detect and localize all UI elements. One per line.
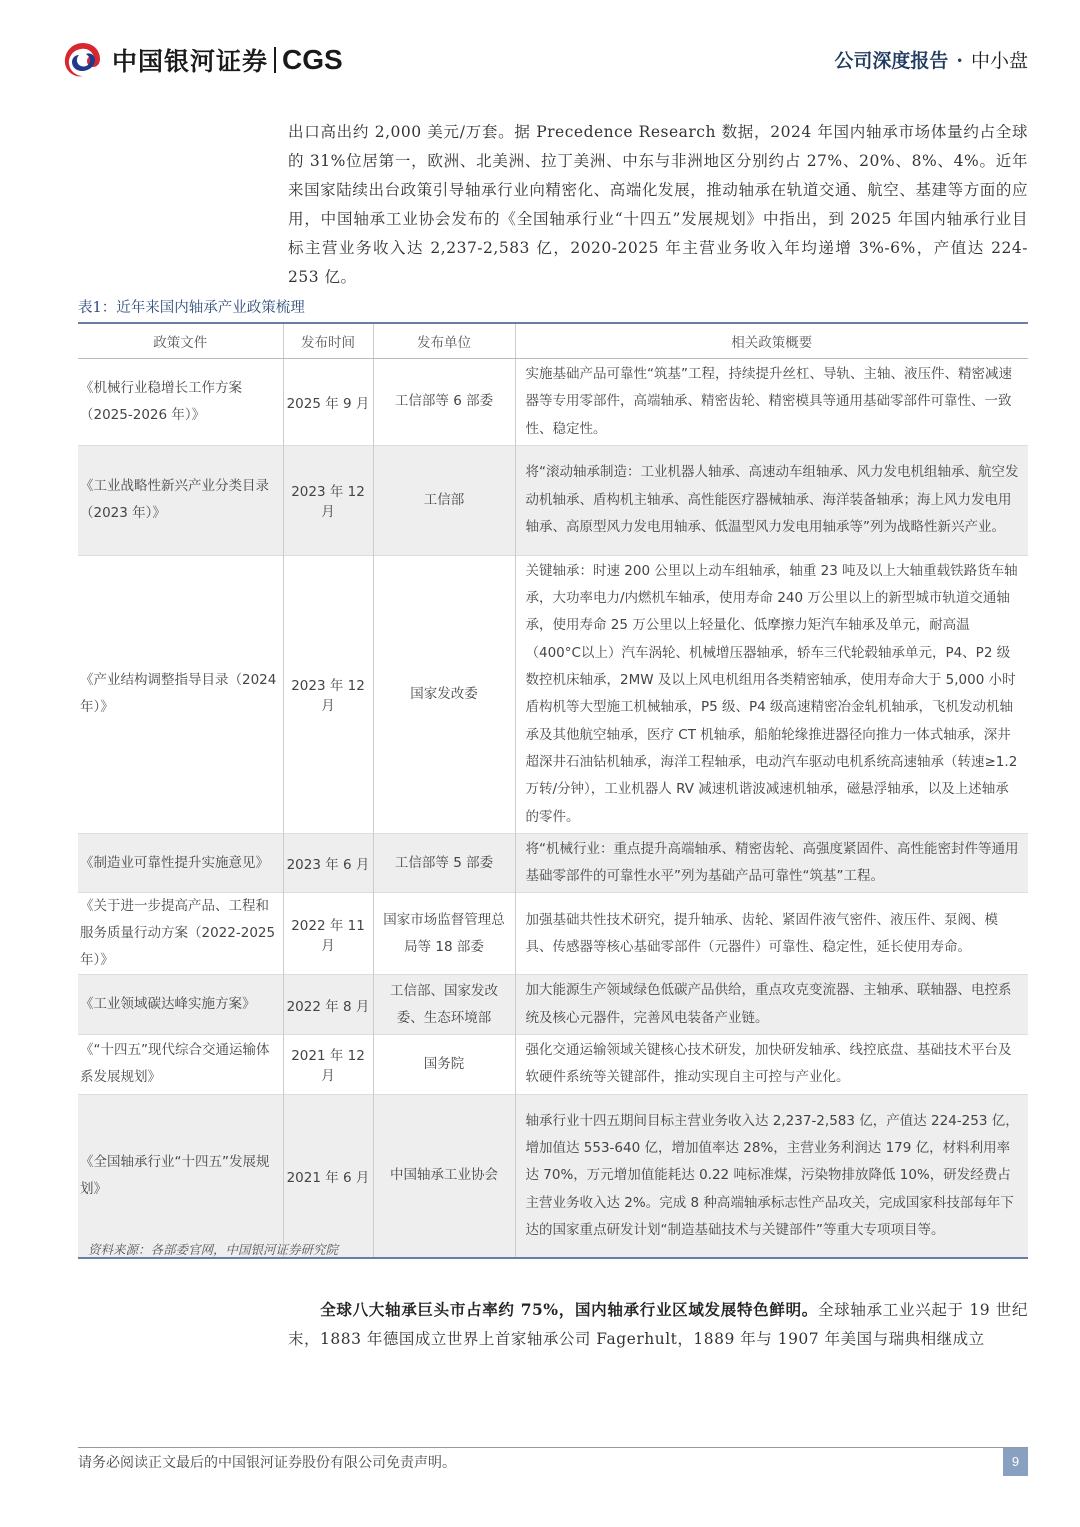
cell-doc: 《“十四五”现代综合交通运输体系发展规划》 [78, 1035, 283, 1095]
cell-summary: 关键轴承：时速 200 公里以上动车组轴承，轴重 23 吨及以上大轴重载铁路货车轴承，大功率电力/内燃机车轴承，使用寿命 240 万公里以上的新型城市轨道交通轴承，使用寿命 25 万公里以上轻量化、低摩擦力矩汽车轴承及单元，耐高温（400°C以上）汽车涡轮、机械增压器轴承，轿车三代轮毂轴承单元，P4、P2 级数控机床轴承，2MW 及以上风电机组用各类精密轴承，使用寿命大于 5,000 小时盾构机等大型施工机械轴承，P5 级、P4 级高速精密冶金轧机轴承，飞机发动机轴承及其他航空轴承，医疗 CT 机轴承，船舶轮缘推进器径向推力一体式轴承，深井超深井石油钻机轴承，海洋工程轴承，电动汽车驱动电机系统高速轴承（转速≥1.2 万转/分钟），工业机器人 RV 减速机谐波减速机轴承，磁悬浮轴承，以及上述轴承的零件。 [525, 562, 1018, 825]
page-number: 9 [1003, 1448, 1028, 1476]
cell-date: 2022 年 8 月 [283, 975, 373, 1035]
cell-doc: 《关于进一步提高产品、工程和服务质量行动方案（2022-2025 年）》 [78, 893, 283, 975]
logo-english-name: CGS [282, 44, 343, 75]
cell-org: 工信部等 5 部委 [373, 833, 515, 893]
table-row [78, 445, 1028, 555]
table-row [78, 359, 1028, 446]
cell-date: 2023 年 6 月 [283, 833, 373, 893]
cell-doc: 《制造业可靠性提升实施意见》 [78, 833, 283, 893]
logo-divider [274, 47, 276, 73]
cell-date: 2023 年 12 月 [283, 555, 373, 833]
cell-doc: 《工业领域碳达峰实施方案》 [78, 975, 283, 1035]
paragraph-text: 全球轴承工业兴起于 19 世纪末，1883 年德国成立世界上首家轴承公司 Fagerhult，1889 年与 1907 年美国与瑞典相继成立 [288, 1301, 1028, 1348]
cell-doc: 《工业战略性新兴产业分类目录（2023 年）》 [78, 445, 283, 555]
company-logo [62, 40, 343, 80]
cell-org: 工信部、国家发改委、生态环境部 [373, 975, 515, 1035]
cell-date: 2023 年 12 月 [283, 445, 373, 555]
report-type [834, 46, 1028, 73]
body-paragraph-2 [288, 1295, 1028, 1354]
report-sub-label: 中小盘 [970, 50, 1028, 72]
footer-divider [78, 1447, 1028, 1448]
report-type-label: 公司深度报告 [834, 50, 949, 72]
cell-doc: 《产业结构调整指导目录（2024 年）》 [78, 555, 283, 833]
cell-summary: 加大能源生产领域绿色低碳产品供给，重点攻克变流器、主轴承、联轴器、电控系统及核心元器件，完善风电装备产业链。 [515, 975, 1028, 1035]
policy-table [78, 322, 1028, 1259]
body-paragraph-1: 出口高出约 2,000 美元/万套。据 Precedence Research 数据，2024 年国内轴承市场体量约占全球的 31%位居第一，欧洲、北美洲、拉丁美洲、中东与非洲地区分别约占 27%、20%、8%、4%。近年来国家陆续出台政策引导轴承行业向精密化、高端化发展，推动轴承在轨道交通、航空、基建等方面的应用，中国轴承工业协会发布的《全国轴承行业“十四五”发展规划》中指出，到 2025 年国内轴承行业目标主营业务收入达 2,237-2,583 亿，2020-2025 年主营业务收入年均递增 3%-6%，产值达 224-253 亿。 [288, 123, 1028, 286]
table-row [78, 1035, 1028, 1095]
footer-disclaimer: 请务必阅读正文最后的中国银河证券股份有限公司免责声明。 [78, 1455, 456, 1471]
cell-summary: 将“滚动轴承制造：工业机器人轴承、高速动车组轴承、风力发电机组轴承、航空发动机轴承、盾构机主轴承、高性能医疗器械轴承、海洋装备轴承；海上风力发电用轴承、高原型风力发电用轴承、低温型风力发电用轴承等”列为战略性新兴产业。 [515, 445, 1028, 555]
table-row [78, 555, 1028, 833]
cell-org: 国务院 [373, 1035, 515, 1095]
header-doc: 政策文件 [78, 323, 283, 359]
separator-dot: · [956, 50, 963, 72]
cell-summary: 轴承行业十四五期间目标主营业务收入达 2,237-2,583 亿，产值达 224-253 亿，增加值达 553-640 亿，增加值率达 28%，主营业务利润达 179 亿，材料利用率达 70%，万元增加值能耗达 0.22 吨标准煤，污染物排放降低 10%，研发经费占主营业务收入达 2%。完成 8 种高端轴承标志性产品攻关，完成国家科技部每年下达的国家重点研发计划“制造基础技术与关键部件”等重大专项项目等。 [515, 1094, 1028, 1258]
cgs-logo-icon [62, 40, 104, 80]
logo-chinese-name: 中国银河证券 [112, 47, 269, 76]
table-row [78, 1094, 1028, 1258]
table-row [78, 893, 1028, 975]
cell-org: 工信部等 6 部委 [373, 359, 515, 446]
cell-org: 国家市场监督管理总局等 18 部委 [373, 893, 515, 975]
cell-org: 国家发改委 [373, 555, 515, 833]
cell-doc: 《全国轴承行业“十四五”发展规划》 [78, 1094, 283, 1258]
cell-date: 2021 年 6 月 [283, 1094, 373, 1258]
page-header [0, 0, 1080, 110]
cell-date: 2022 年 11 月 [283, 893, 373, 975]
paragraph-heading: 全球八大轴承巨头市占率约 75%，国内轴承行业区域发展特色鲜明。 [320, 1300, 818, 1319]
header-org: 发布单位 [373, 323, 515, 359]
table-header-row [78, 323, 1028, 359]
table-row [78, 975, 1028, 1035]
table-source: 资料来源：各部委官网，中国银河证券研究院 [88, 1242, 339, 1257]
cell-org: 中国轴承工业协会 [373, 1094, 515, 1258]
cell-date: 2021 年 12 月 [283, 1035, 373, 1095]
cell-summary: 加强基础共性技术研究，提升轴承、齿轮、紧固件液气密件、液压件、泵阀、模具、传感器等核心基础零部件（元器件）可靠性、稳定性，延长使用寿命。 [525, 911, 998, 955]
cell-summary: 强化交通运输领域关键核心技术研发，加快研发轴承、线控底盘、基础技术平台及软硬件系统等关键部件，推动实现自主可控与产业化。 [525, 1042, 1012, 1086]
header-summary: 相关政策概要 [515, 323, 1028, 359]
cell-date: 2025 年 9 月 [283, 359, 373, 446]
table-row [78, 833, 1028, 893]
table-caption: 表1：近年来国内轴承产业政策梳理 [78, 300, 305, 316]
header-date: 发布时间 [283, 323, 373, 359]
cell-summary: 实施基础产品可靠性“筑基”工程，持续提升丝杠、导轨、主轴、液压件、精密减速器等专用零部件，高端轴承、精密齿轮、精密模具等通用基础零部件可靠性、一致性、稳定性。 [525, 366, 1012, 437]
cell-summary: 将“机械行业：重点提升高端轴承、精密齿轮、高强度紧固件、高性能密封件等通用基础零部件的可靠性水平”列为基础产品可靠性“筑基”工程。 [515, 833, 1028, 893]
cell-org: 工信部 [373, 445, 515, 555]
cell-doc: 《机械行业稳增长工作方案（2025-2026 年）》 [78, 359, 283, 446]
